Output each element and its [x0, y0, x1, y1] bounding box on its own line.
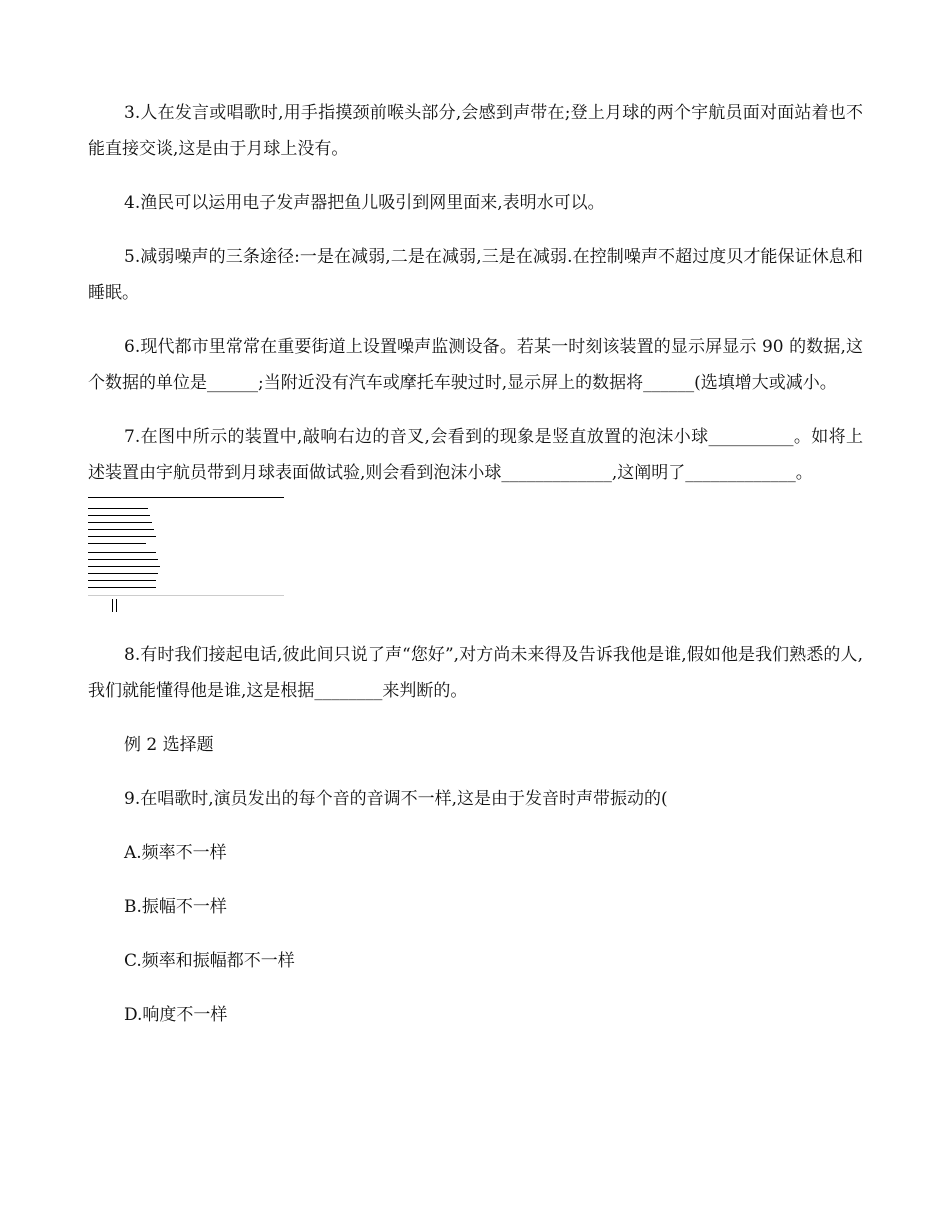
tuning-fork-figure — [88, 495, 288, 615]
figure-line — [88, 529, 154, 530]
option-b: B.振幅不一样 — [124, 897, 227, 917]
question-4: 4.渔民可以运用电子发声器把鱼儿吸引到网里面来,表明水可以。 — [124, 193, 605, 213]
figure-stand — [112, 599, 117, 612]
document-page — [88, 95, 863, 1033]
section-heading: 例 2 选择题 — [124, 735, 214, 755]
figure-line — [88, 522, 152, 523]
figure-line — [88, 508, 148, 509]
question-5: 5.减弱噪声的三条途径:一是在减弱,二是在减弱,三是在减弱.在控制噪声不超过度贝才能保证休息和睡眠。 — [88, 247, 863, 303]
question-3: 3.人在发言或唱歌时,用手指摸颈前喉头部分,会感到声带在;登上月球的两个宇航员面对面站着也不能直接交谈,这是由于月球上没有。 — [88, 103, 863, 159]
figure-base — [88, 595, 284, 596]
figure-line — [88, 543, 146, 544]
figure-line — [88, 587, 156, 588]
figure-line — [88, 580, 156, 581]
question-6: 6.现代都市里常常在重要街道上设置噪声监测设备。若某一时刻该装置的显示屏显示 90 的数据,这个数据的单位是______;当附近没有汽车或摩托车驶过时,显示屏上的数据将______(选填增大或减小。 — [88, 337, 863, 393]
option-d: D.响度不一样 — [124, 1005, 228, 1025]
figure-line — [88, 573, 158, 574]
question-7: 7.在图中所示的装置中,敲响右边的音叉,会看到的现象是竖直放置的泡沫小球__________。如将上述装置由宇航员带到月球表面做试验,则会看到泡沫小球_____________,这阐明了_____________。 — [88, 427, 863, 483]
question-8: 8.有时我们接起电话,彼此间只说了声“您好”,对方尚未来得及告诉我他是谁,假如他是我们熟悉的人,我们就能懂得他是谁,这是根据________来判断的。 — [88, 645, 863, 701]
figure-line — [88, 566, 160, 567]
figure-line — [88, 515, 150, 516]
figure-line — [88, 559, 158, 560]
figure-line — [88, 536, 156, 537]
figure-line — [88, 497, 284, 498]
option-c: C.频率和振幅都不一样 — [124, 951, 295, 971]
question-9-stem: 9.在唱歌时,演员发出的每个音的音调不一样,这是由于发音时声带振动的( — [124, 789, 668, 809]
option-a: A.频率不一样 — [124, 843, 227, 863]
figure-line — [88, 552, 156, 553]
